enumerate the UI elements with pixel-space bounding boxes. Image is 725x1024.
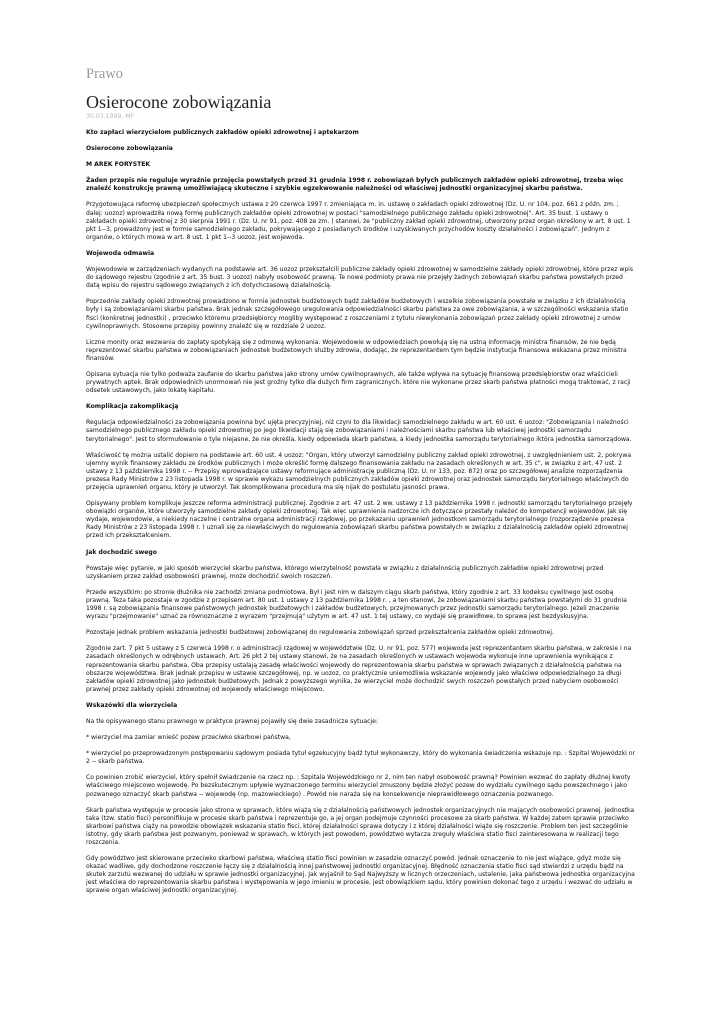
paragraph: Opisywany problem komplikuje jeszcze reforma administracji publicznej. Zgodnie z art. 47 ust. 2 ww. ustawy z 13 października 1998 r. jednostki samorządu terytorialnego przejęły obowiązki organów, które utworzyły samodzielne zakłady opieki zdrowotnej. Tak więc uprawnienia nadzorcze ich dotyczące przestały należeć do kompetencji wojewodów. Jak się wydaje, wojewodowie, a niekiedy naczelne i centralne organa administracji rządowej, po przekazaniu uprawnień jednostkom samorządu terytorialnego (rozporządzenie prezesa Rady Ministrów z 23 listopada 1998 r. ) uznali się za niewłaściwych do regulowania zobowiązań skarbu państwa powstałych w związku z działalnością zakładów opieki zdrowotnej przed ich przekształceniem. <box>86 500 633 540</box>
paragraph: Wojewodowie w zarządzeniach wydanych na podstawie art. 36 uozoz przekształcili publiczne zakłady opieki zdrowotnej w samodzielne zakłady opieki zdrowotnej, które przez wpis do sądowego rejestru (zgodnie z art. 35 bust. 3 uozoz) nabyły osobowość prawną. Te nowe podmioty prawa nie przejęły żadnych zobowiązań skarbu państwa powstałych przed datą wpisu do rejestru sądowego związanych z ich dotychczasową działalnością. <box>86 266 634 290</box>
paragraph: Co powinien zrobić wierzyciel, który spełnił świadczenie na rzecz np. : Szpitala Wojewódzkiego nr 2, nim ten nabył osobowość prawną? Powinien wezwać do zapłaty dłużnej kwoty właściwego miejscowo wojewodę. Po bezskutecznym upływie wyznaczonego terminu wierzyciel zmuszony będzie złożyć pozew do wydziału cywilnego sądu powszechnego i jako pozwanego oznaczyć skarb państwa -- wojewodę (np. mazowieckiego) . Powód nie naraża się na konsekwencje nieprawidłowego oznaczenia pozwanego. <box>86 774 631 798</box>
paragraph: Pozostaje jednak problem wskazania jednostki budżetowej zobowiązanej do regulowania zobowiązań sprzed przekształcenia zakładów opieki zdrowotnej. <box>86 629 554 637</box>
paragraph: Poprzednie zakłady opieki zdrowotnej prowadzono w formie jednostek budżetowych bądź zakładów budżetowych i wszelkie zobowiązania powstałe w związku z ich działalnością były i są zobowiązaniami skarbu państwa. Brak jednak szczegółowego uregulowania odpowiedzialności skarbu państwa za owe zobowiązania, a w szczególności wskazania statio fisci (konkretnej jednostki) , przeciwko któremu przedsiębiorcy mogliby występować z roszczeniami z tytułu niewykonania zobowiązań przez zakłady opieki zdrowotnej z umów cywilnoprawnych. Stosowne przepisy powinny znaleźć się w rozdziale 2 uozoz. <box>86 298 629 330</box>
paragraph: Na tle opisywanego stanu prawnego w praktyce prawnej pojawiły się dwie zasadnicze sytuacje: <box>86 717 378 725</box>
article-subtitle: Osierocone zobowiązania <box>86 145 173 153</box>
section-label[interactable]: Prawo <box>86 66 124 82</box>
paragraph: Liczne monity oraz wezwania do zapłaty spotykają się z odmową wykonania. Wojewodowie w odpowiedziach powołują się na ustną informację ministra finansów, że nie będą reprezentować skarbu państwa w zobowiązaniach jednostek budżetowych służby zdrowia, dodając, że reprezentantem tym będzie instytucja finansowa wskazana przez ministra finansów. <box>86 338 627 362</box>
article-headline: Kto zapłaci wierzycielom publicznych zakładów opieki zdrowotnej i aptekarzom <box>86 129 359 136</box>
paragraph: Opisana sytuacja nie tylko podważa zaufanie do skarbu państwa jako strony umów cywilnoprawnych, ale także wpływa na sytuację finansową przedsiębiorstw oraz właścicieli prywatnych aptek. Brak odpowiednich unormowań nie jest groźny tylko dla dużych firm zagranicznych, które nie wykonane przez skarb państwa płatności mogą traktować, z racji odsetek ustawowych, jako lokatę kapitału. <box>86 370 631 395</box>
paragraph: Przygotowująca reformę ubezpieczeń społecznych ustawa z 20 czerwca 1997 r. zmieniająca m. in. ustawę o zakładach opieki zdrowotnej (Dz. U. nr 104, poz. 661 z późn. zm. ; dalej: uozoz) wprowadziła nową formę publicznych zakładów opieki zdrowotnej w postaci "samodzielnego publicznego zakładu opieki zdrowotnej". Art. 35 bust. 1 ustawy o zakładach opieki zdrowotnej z 30 sierpnia 1991 r. (Dz. U. nr 91, poz. 408 ze zm. ) stanowi, że "publiczny zakład opieki zdrowotnej, utworzony przez organ określony w art. 8 ust. 1 pkt 1--3, prowadzony jest w formie samodzielnego zakładu, pokrywającego z posiadanych środków i uzyskiwanych przychodów koszty działalności i zobowiązań". Jednym z organów, o których mowa w art. 8 ust. 1 pkt 1--3 uozoz, jest wojewoda. <box>86 201 631 241</box>
section-heading: Jak dochodzić swego <box>86 548 157 556</box>
paragraph: Skarb państwa występuje w procesie jako strona w sprawach, które wiążą się z działalnością państwowych jednostek organizacyjnych nie mających osobowości prawnej. Jednostka taka (tzw. statio fisci) personifikuje w procesie skarb państwa i reprezentuje go, a jej organ podejmuje czynności procesowe za skarb państwa. W każdej zatem sprawie przeciwko skarbowi państwa ciąży na powodzie obowiązek wskazania statio fisci, której działalności sprawa dotyczy i z której działalności wiąże się roszczenie. Problem ten jest szczególnie istotny, gdy skarb państwa jest pozwanym, ponieważ w sprawach, w których jest powodem, powództwo wytacza zreguły właściwa statio fisci zainteresowana w realizacji tego roszczenia. <box>86 806 635 846</box>
section-heading: Komplikacja zakomplikacją <box>86 403 179 411</box>
paragraph: Przede wszystkim: po stronie dłużnika nie zachodzi zmiana podmiotowa. Był i jest nim w dalszym ciągu skarb państwa, który zgodnie z art. 33 kodeksu cywilnego jest osobą prawną. Teza taka pozostaje w zgodzie z przepisem art. 80 ust. 1 ustawy z 13 października 1998 r. , a ten stanowi, że zobowiązaniami skarbu państwa powstałymi do 31 grudnia 1998 r. są zobowiązania finansowe państwowych jednostek budżetowych i zakładów budżetowych, przejmowanych przez jednostki samorządu terytorialnego. Jeżeli znaczenie wyrazu "przejmowanie" uznać za równoznaczne z wyrazem "przejmują" użytym w art. 47 ust. 1 tej ustawy, co wydaje się prawidłowe, to sprawa jest bezdyskusyjna. <box>86 588 627 621</box>
paragraph: Powstaje więc pytanie, w jaki sposób wierzyciel skarbu państwa, którego wierzytelność powstała w związku z działalnością publicznych zakładów opieki zdrowotnej przed uzyskaniem przez zakład osobowości prawnej, może dochodzić swoich roszczeń. <box>86 564 604 580</box>
list-item: * wierzyciel ma zamiar wnieść pozew przeciwko skarbowi państwa, <box>86 734 291 742</box>
paragraph: Regulacja odpowiedzialności za zobowiązania powinna być ujęta precyzyjniej, niż czyni to dla likwidacji samodzielnego zakładu w art. 60 ust. 6 uozoz: "Zobowiązania i należności samodzielnego publicznego zakładu opieki zdrowotnej po jego likwidacji stają się zobowiązaniami i należnościami skarbu państwa lub właściwej jednostki samorządu terytorialnego". Jest to sformułowanie o tyle niejasne, że nie określa, kiedy odpowiada skarb państwa, a kiedy jednostka samorządu terytorialnego iktóra jednostka samorządowa. <box>86 419 632 443</box>
article-lead: Żaden przepis nie reguluje wyraźnie przejęcia powstałych przed 31 grudnia 1998 r. zobowiązań byłych publicznych zakładów opieki zdrowotnej, trzeba więc znaleźć konstrukcję prawną umożliwiającą skuteczne i szybkie egzekwowanie należności od właściwej jednostki organizacyjnej skarbu państwa. <box>86 177 624 193</box>
paragraph: Zgodnie zart. 7 pkt 5 ustawy z 5 czerwca 1998 r. o administracji rządowej w województwie (Dz. U. nr 91, poz. 577) wojewoda jest reprezentantem skarbu państwa, w zakresie i na zasadach określonych w odrębnych ustawach. Art. 26 pkt 2 tej ustawy stanowi, że na zasadach określonych w ustawach wojewoda wykonuje inne uprawnienia wynikające z reprezentowania skarbu państwa. Oba przepisy ustalają zasadę właściwości wojewody do reprezentowania skarbu państwa w sprawach związanych z działalnością państwa na obszarze województwa. Brak jednak przepisu w ustawie szczegółowej, np. w uozoz, co praktycznie uniemożliwia wskazanie wojewody jako właściwe odpowiedzialnego za długi zakładów opieki zdrowotnej jako jednostek budżetowych. Jednak z powyższego wynika, że wierzyciel może dochodzić swych roszczeń powstałych przed nabyciem osobowości prawnej przez zakłady opieki zdrowotnej od wojewody właściwego miejscowo. <box>86 645 632 693</box>
article-author: M AREK FORYSTEK <box>86 161 151 169</box>
list-item: * wierzyciel po przeprowadzonym postępowaniu sądowym posiada tytuł egzekucyjny bądź tytuł wykonawczy, który do wykonania świadczenia wskazuje np. : Szpital Wojewódzki nr 2 -- skarb państwa. <box>86 750 636 766</box>
paragraph: Właściwość tę można ustalić dopiero na podstawie art. 60 ust. 4 uozoz: "Organ, który utworzył samodzielny publiczny zakład opieki zdrowotnej, z uwzględnieniem ust. 2, pokrywa ujemny wynik finansowy zakładu ze środków publicznych i może określić formę dalszego finansowania zakładu na zasadach określonych w art. 35 c", w związku z art. 47 ust. 2 ustawy z 13 października 1998 r. -- Przepisy wprowadzające ustawy reformujące administrację publiczną (Dz. U. nr 133, poz. 872) oraz po szczegółowej analizie rozporządzenia prezesa Rady Ministrów z 23 listopada 1998 r. w sprawie wykazu samodzielnych publicznych zakładów opieki zdrowotnej oraz jednostek samorządu terytorialnego właściwych do przejęcia uprawnień organu, który je utworzył. Tak skomplikowana procedura ma się nijak do postulatu jasności prawa. <box>86 451 632 491</box>
section-heading: Wojewoda odmawia <box>86 249 155 257</box>
section-heading: Wskazówki dla wierzyciela <box>86 701 178 709</box>
page-title: Osierocone zobowiązania <box>86 92 272 112</box>
publication-date: 30.03.1999, MF <box>86 113 135 120</box>
paragraph: Gdy powództwo jest skierowane przeciwko skarbowi państwa, właściwą statio fisci powinien w zasadzie oznaczyć powód. Jednak oznaczenie to nie jest wiążące, gdyż może się okazać wadliwe, gdy dochodzone roszczenie łączy się z działalnością innej państwowej jednostki organizacyjnej. Błędność oznaczenia statio fisci sąd stwierdzi z urzędu bądź na skutek zarzutu wezwanej do udziału w sprawie jednostki organizacyjnej. Jak wyjaśnił to Sąd Najwyższy w licznych orzeczeniach, ustalenie, jaka państwowa jednostka organizacyjna jest właściwa do reprezentowania skarbu państwa i występowania w jego imieniu w procesie, jest obowiązkiem sądu, który powinien dokonać tego z urzędu i wezwać do udziału w sprawie organ właściwej jednostki organizacyjnej. <box>86 855 635 895</box>
